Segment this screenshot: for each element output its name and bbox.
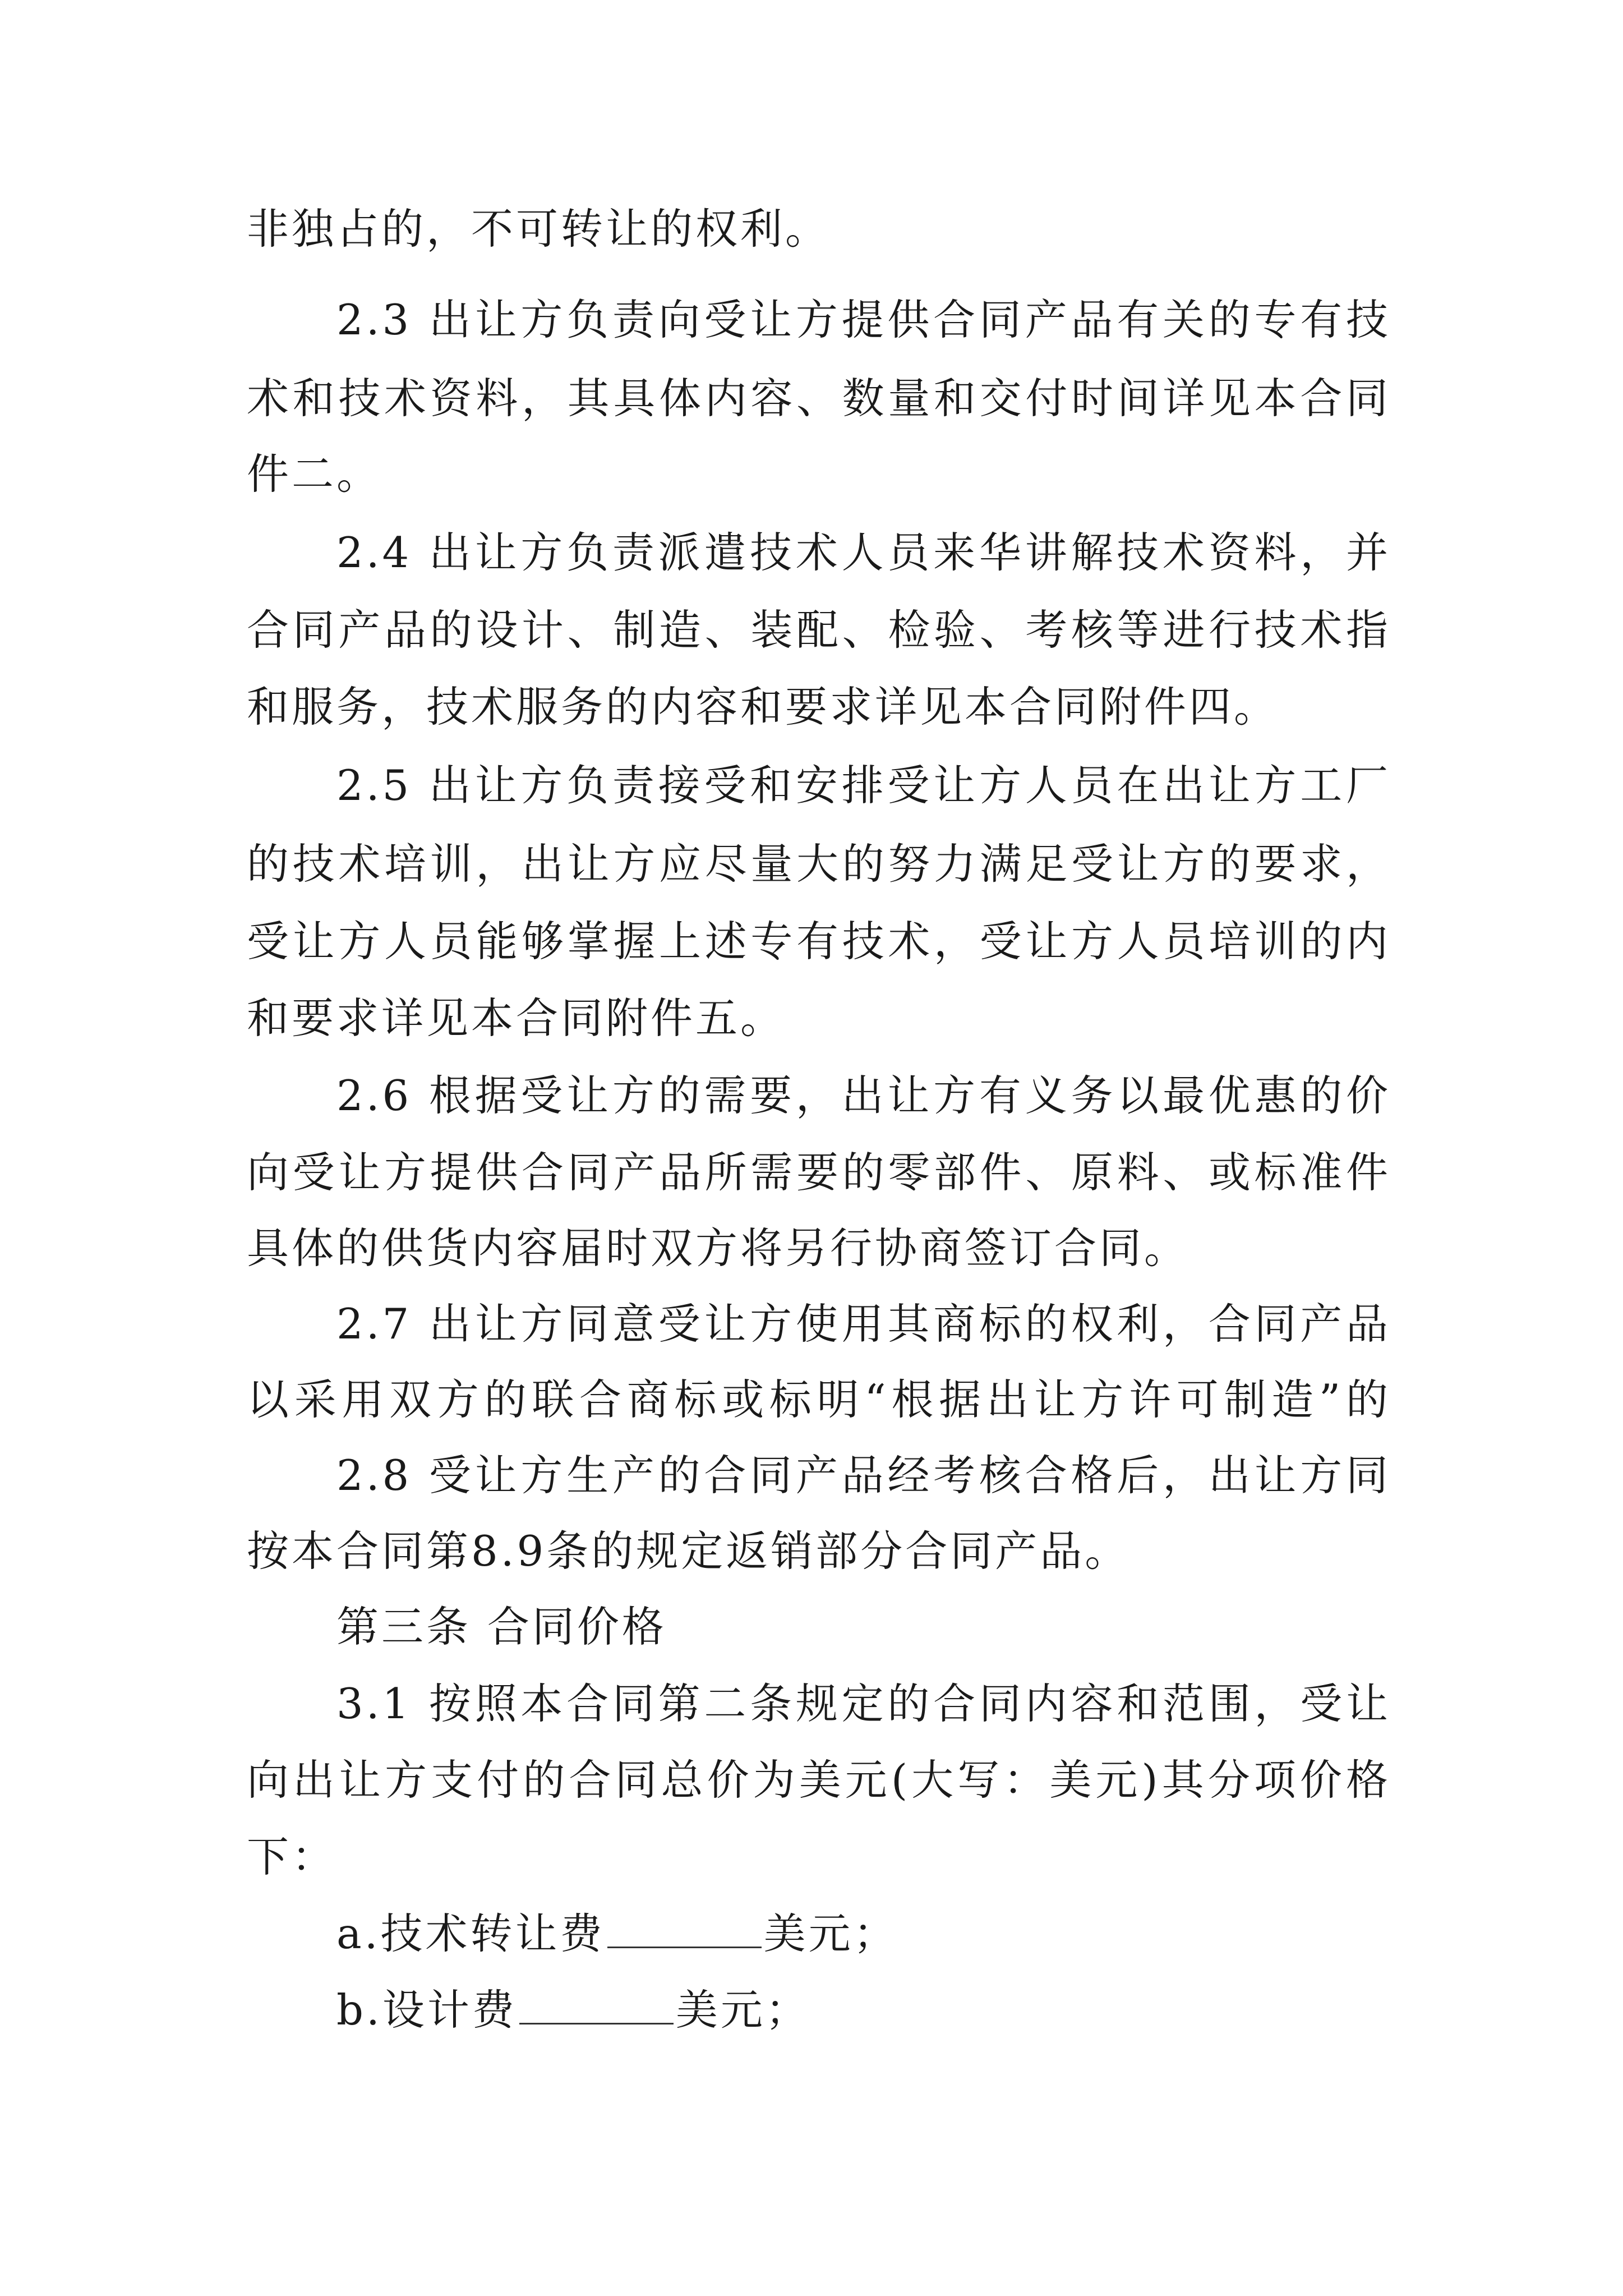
fee-a-label: a.技术转让费: [336, 1909, 605, 1958]
text-line: 2.6 根据受让方的需要，出让方有义务以最优惠的价: [336, 1071, 1391, 1120]
text-line: 术和技术资料，其具体内容、数量和交付时间详见本合同: [247, 374, 1391, 423]
section-heading: 第三条 合同价格: [336, 1602, 667, 1651]
fee-b-label: b.设计费: [336, 1985, 517, 2035]
text-line: 和服务，技术服务的内容和要求详见本合同附件四。: [247, 682, 1279, 731]
text-line: 合同产品的设计、制造、装配、检验、考核等进行技术指: [247, 605, 1391, 655]
text-line: 向受让方提供合同产品所需要的零部件、原料、或标准件: [247, 1148, 1391, 1197]
fee-line-b: [336, 1982, 1391, 2038]
text-line: 2.7 出让方同意受让方使用其商标的权利，合同产品: [336, 1299, 1391, 1349]
text-line: 向出让方支付的合同总价为美元(大写：美元)其分项价格: [247, 1755, 1391, 1805]
text-line: 非独占的，不可转让的权利。: [247, 204, 831, 254]
fee-a-blank: [607, 1907, 762, 1948]
text-line: 2.4 出让方负责派遣技术人员来华讲解技术资料，并: [336, 528, 1391, 577]
fee-b-blank: [519, 1984, 674, 2024]
text-line: 具体的供货内容届时双方将另行协商签订合同。: [247, 1223, 1189, 1273]
text-line: 3.1 按照本合同第二条规定的合同内容和范围，受让: [336, 1679, 1391, 1728]
text-line: 件二。: [247, 449, 382, 499]
text-line: 按本合同第8.9条的规定返销部分合同产品。: [247, 1526, 1130, 1576]
fee-b-unit: 美元；: [675, 1985, 810, 2035]
text-line: 受让方人员能够掌握上述专有技术，受让方人员培训的内: [247, 917, 1391, 966]
text-line: 2.8 受让方生产的合同产品经考核合格后，出让方同: [336, 1451, 1391, 1500]
fee-a-unit: 美元；: [763, 1909, 898, 1958]
text-line: 2.5 出让方负责接受和安排受让方人员在出让方工厂: [336, 761, 1391, 810]
text-line: 2.3 出让方负责向受让方提供合同产品有关的专有技: [336, 295, 1391, 344]
fee-line-a: [336, 1906, 1391, 1962]
text-line: 下：: [247, 1832, 337, 1881]
text-line: 的技术培训，出让方应尽量大的努力满足受让方的要求，: [247, 839, 1391, 889]
text-line: 和要求详见本合同附件五。: [247, 993, 786, 1043]
text-line: 以采用双方的联合商标或标明“根据出让方许可制造”的: [247, 1375, 1391, 1424]
